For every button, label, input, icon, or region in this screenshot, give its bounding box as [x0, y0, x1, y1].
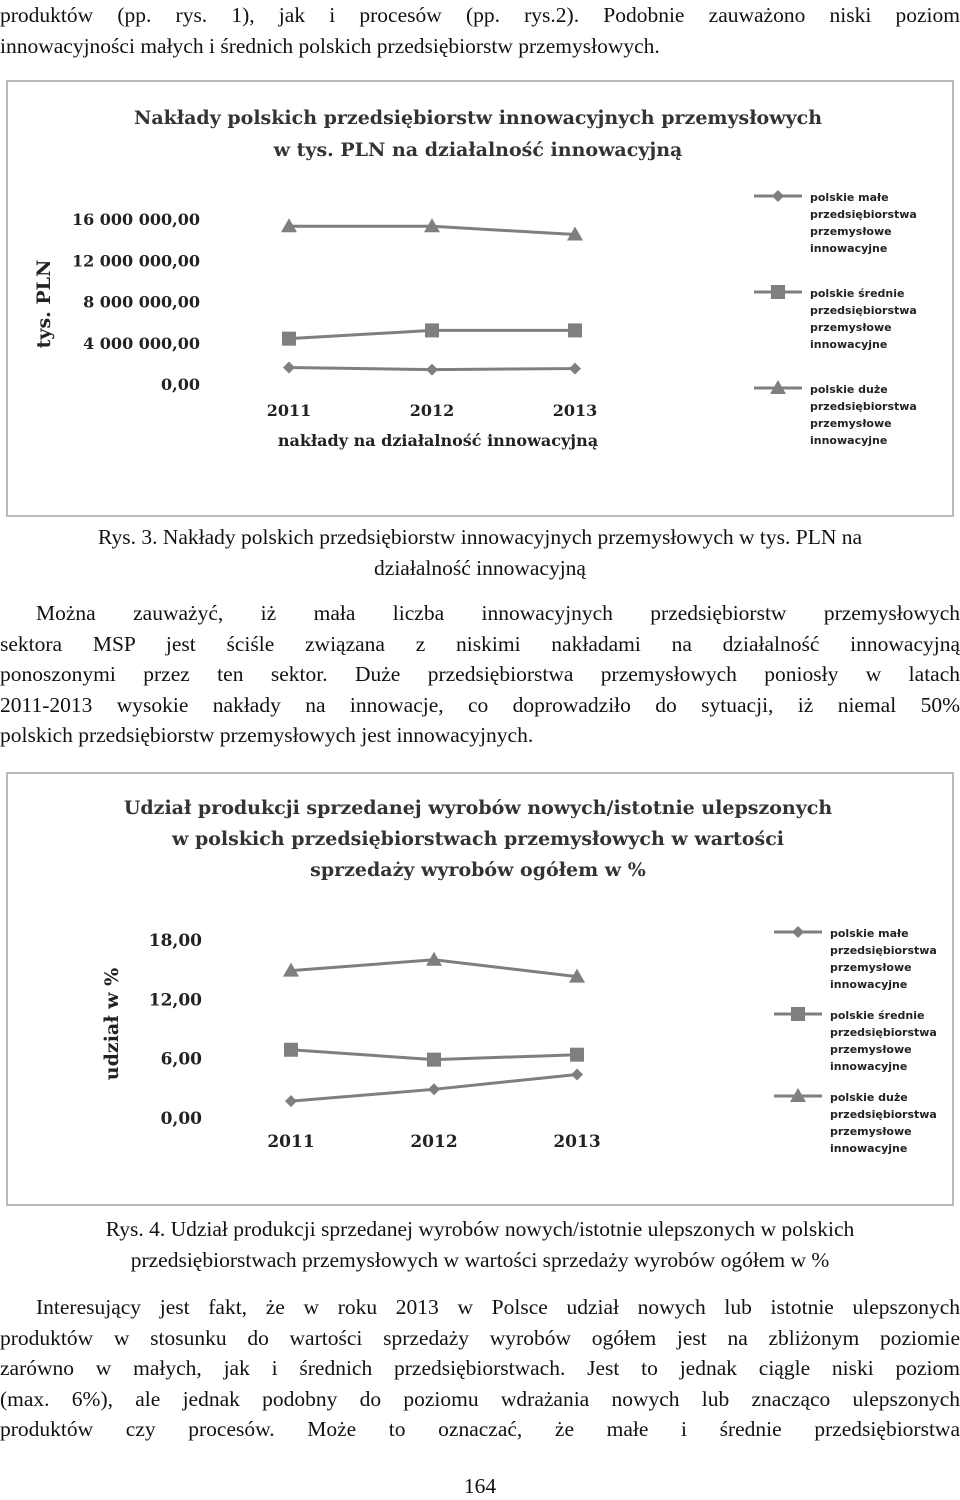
paragraph-3-line-5: produktów czy procesów. Może to oznaczać, że małe i średnie przedsiębiorstwa: [0, 1417, 960, 1441]
y-axis-label: tys. PLN: [33, 259, 55, 349]
legend-marker-square: [771, 285, 785, 299]
legend-label: polskie małe: [830, 927, 909, 940]
data-point-diamond: [285, 1095, 297, 1107]
legend-label: przemysłowe: [830, 1043, 912, 1056]
data-point-diamond: [426, 364, 438, 376]
legend-marker-diamond: [772, 190, 784, 202]
data-point-square: [284, 1043, 298, 1057]
intro-line-1: produktów (pp. rys. 1), jak i procesów (pp. rys.2). Podobnie zauważono niski poziom: [0, 3, 960, 27]
y-tick-label: 16 000 000,00: [71, 210, 200, 229]
y-tick-label: 12 000 000,00: [71, 251, 200, 271]
x-tick-label: 2011: [267, 1132, 315, 1152]
figure-3-caption: [0, 522, 960, 583]
figure-3-chart: [6, 80, 954, 517]
legend-label: przedsiębiorstwa: [810, 304, 917, 317]
paragraph-3-line-3: zarówno w małych, jak i średnich przedsiębiorstwach. Jest to jednak ciągle niski poziom: [0, 1356, 960, 1380]
legend-label: przemysłowe: [810, 225, 892, 238]
legend-label: przemysłowe: [830, 1125, 912, 1138]
y-tick-label: 0,00: [161, 375, 200, 394]
legend-marker-square: [791, 1007, 805, 1021]
intro-paragraph: [0, 0, 960, 61]
legend-label: przedsiębiorstwa: [810, 400, 917, 413]
legend-marker-diamond: [792, 926, 804, 938]
figure-4-svg: [8, 774, 952, 1204]
legend-label: innowacyjne: [810, 242, 888, 255]
data-point-diamond: [428, 1083, 440, 1095]
legend-label: polskie małe: [810, 191, 889, 204]
legend-label: polskie duże: [810, 383, 888, 396]
chart-title-line-2: w polskich przedsiębiorstwach przemysłowych w wartości: [172, 828, 784, 850]
y-tick-label: 4 000 000,00: [83, 333, 200, 353]
y-tick-label: 6,00: [160, 1049, 202, 1070]
legend-label: przedsiębiorstwa: [810, 208, 917, 221]
paragraph-3: [0, 1292, 960, 1445]
data-point-square: [427, 1053, 441, 1067]
chart-title-line-2: w tys. PLN na działalność innowacyjną: [273, 139, 683, 161]
paragraph-3-line-1: Interesujący jest fakt, że w roku 2013 w Polsce udział nowych lub istotnie ulepszonych: [36, 1295, 960, 1319]
chart-title-line-1: Nakłady polskich przedsiębiorstw innowacyjnych przemysłowych: [133, 107, 823, 129]
y-tick-label: 12,00: [148, 990, 202, 1011]
y-axis-label: udział w %: [101, 967, 123, 1081]
legend-label: przedsiębiorstwa: [830, 944, 937, 957]
paragraph-2-line-2: sektora MSP jest ściśle związana z niskimi nakładami na działalność innowacyjną: [0, 631, 960, 656]
x-tick-label: 2011: [266, 401, 312, 420]
data-point-square: [570, 1048, 584, 1062]
data-point-square: [568, 323, 582, 337]
y-tick-label: 18,00: [148, 931, 202, 951]
figure-4-caption: [0, 1214, 960, 1275]
x-axis-label: nakłady na działalność innowacyjną: [277, 431, 599, 450]
data-point-diamond: [569, 363, 581, 375]
paragraph-3-line-2: produktów w stosunku do wartości sprzedaży wyrobów ogółem jest na zbliżonym poziomie: [0, 1325, 960, 1350]
legend-label: innowacyjne: [830, 1060, 908, 1073]
legend-label: polskie duże: [830, 1091, 908, 1104]
chart-title-line-3: sprzedaży wyrobów ogółem w %: [310, 859, 646, 881]
data-point-square: [425, 323, 439, 337]
figure-3-svg: [8, 82, 952, 515]
x-tick-label: 2012: [410, 1132, 458, 1152]
data-point-diamond: [571, 1068, 583, 1080]
x-tick-label: 2013: [553, 1132, 601, 1152]
chart-title-line-1: Udział produkcji sprzedanej wyrobów nowych/istotnie ulepszonych: [123, 797, 833, 819]
legend-label: przemysłowe: [830, 961, 912, 974]
data-point-diamond: [283, 362, 295, 374]
figure-4-caption-line-2: przedsiębiorstwach przemysłowych w wartości sprzedaży wyrobów ogółem w %: [130, 1247, 830, 1272]
legend-label: innowacyjne: [810, 434, 888, 447]
legend-label: przedsiębiorstwa: [830, 1026, 937, 1039]
paragraph-2-line-3: ponoszonymi przez ten sektor. Duże przedsiębiorstwa przemysłowych poniosły w latach: [0, 662, 960, 686]
legend-label: polskie średnie: [810, 287, 905, 300]
y-tick-label: 0,00: [160, 1109, 202, 1129]
page-number: 164: [463, 1474, 497, 1498]
x-tick-label: 2012: [409, 401, 455, 420]
figure-4-caption-line-1: Rys. 4. Udział produkcji sprzedanej wyrobów nowych/istotnie ulepszonych w polskich: [105, 1217, 855, 1241]
data-point-square: [282, 332, 296, 346]
legend-label: przemysłowe: [810, 321, 892, 334]
paragraph-3-line-4: (max. 6%), ale jednak podobny do poziomu wdrażania nowych lub znacząco ulepszonych: [0, 1386, 960, 1411]
paragraph-2: [0, 598, 960, 751]
figure-3-caption-line-1: Rys. 3. Nakłady polskich przedsiębiorstw innowacyjnych przemysłowych w tys. PLN na: [97, 525, 863, 549]
x-tick-label: 2013: [552, 401, 598, 420]
figure-3-caption-line-2: działalność innowacyjną: [374, 555, 586, 580]
legend-label: innowacyjne: [830, 978, 908, 991]
legend-label: przedsiębiorstwa: [830, 1108, 937, 1121]
paragraph-2-line-1: Można zauważyć, iż mała liczba innowacyjnych przedsiębiorstw przemysłowych: [36, 601, 960, 625]
y-tick-label: 8 000 000,00: [83, 292, 200, 312]
intro-line-2: innowacyjności małych i średnich polskich przedsiębiorstw przemysłowych.: [0, 33, 660, 58]
legend-label: innowacyjne: [830, 1142, 908, 1155]
legend-label: przemysłowe: [810, 417, 892, 430]
legend-label: polskie średnie: [830, 1009, 925, 1022]
paragraph-2-line-4: 2011-2013 wysokie nakłady na innowacje, co doprowadziło do sytuacji, iż niemal 50%: [0, 692, 960, 717]
paragraph-2-line-5: polskich przedsiębiorstw przemysłowych jest innowacyjnych.: [0, 723, 534, 747]
legend-label: innowacyjne: [810, 338, 888, 351]
figure-4-chart: [6, 772, 954, 1206]
